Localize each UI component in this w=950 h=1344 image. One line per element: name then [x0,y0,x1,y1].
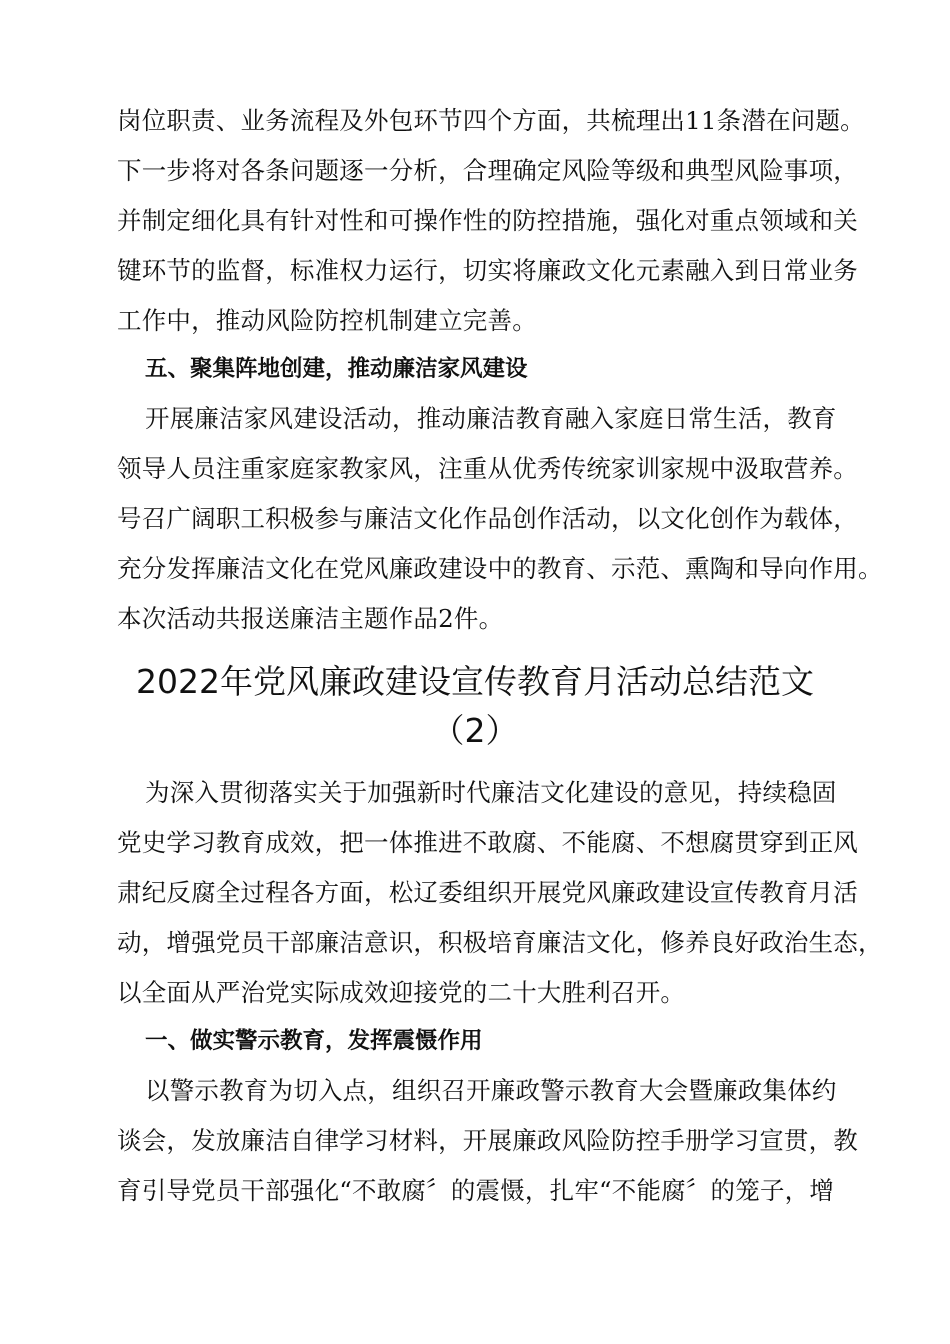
paragraph-line: 工作中，推动风险防控机制建立完善。 [117,306,537,335]
paragraph-line: 并制定细化具有针对性和可操作性的防控措施，强化对重点领域和关 [117,206,858,235]
paragraph-line: 育引导党员干部强化“不敢腐〞的震慑，扎牢“不能腐〞的笼子，增 [117,1176,835,1205]
paragraph-line: 键环节的监督，标准权力运行，切实将廉政文化元素融入到日常业务 [117,256,858,285]
paragraph-line: 为深入贯彻落实关于加强新时代廉洁文化建设的意见，持续稳固 [145,778,837,807]
paragraph-line: 领导人员注重家庭家教家风，注重从优秀传统家训家规中汲取营养。 [117,454,858,483]
paragraph-line: 号召广阔职工积极参与廉洁文化作品创作活动，以文化创作为载体， [117,504,858,533]
paragraph-line: 岗位职责、业务流程及外包环节四个方面，共梳理出11条潜在问题。 [117,106,865,135]
section-heading-1: 一、做实警示教育，发挥震慑作用 [145,1028,483,1054]
paragraph-line: 肃纪反腐全过程各方面，松辽委组织开展党风廉政建设宣传教育月活 [117,878,858,907]
document-title-number: （2） [431,711,519,750]
paragraph-line: 开展廉洁家风建设活动，推动廉洁教育融入家庭日常生活，教育 [145,404,837,433]
paragraph-line: 谈会，发放廉洁自律学习材料，开展廉政风险防控手册学习宣贯，教 [117,1126,858,1155]
paragraph-line: 充分发挥廉洁文化在党风廉政建设中的教育、示范、熏陶和导向作用。 [117,554,883,583]
paragraph-line: 以全面从严治党实际成效迎接党的二十大胜利召开。 [117,978,686,1007]
paragraph-line: 党史学习教育成效，把一体推进不敢腐、不能腐、不想腐贯穿到正风 [117,828,858,857]
paragraph-line: 下一步将对各条问题逐一分析，合理确定风险等级和典型风险事项， [117,156,858,185]
paragraph-line: 动，增强党员干部廉洁意识，积极培育廉洁文化，修养良好政治生态， [117,928,883,957]
document-title: 2022年党风廉政建设宣传教育月活动总结范文 [136,662,814,701]
section-heading-5: 五、聚集阵地创建，推动廉洁家风建设 [145,356,528,382]
paragraph-line: 本次活动共报送廉洁主题作品2件。 [117,604,504,633]
paragraph-line: 以警示教育为切入点，组织召开廉政警示教育大会暨廉政集体约 [145,1076,837,1105]
